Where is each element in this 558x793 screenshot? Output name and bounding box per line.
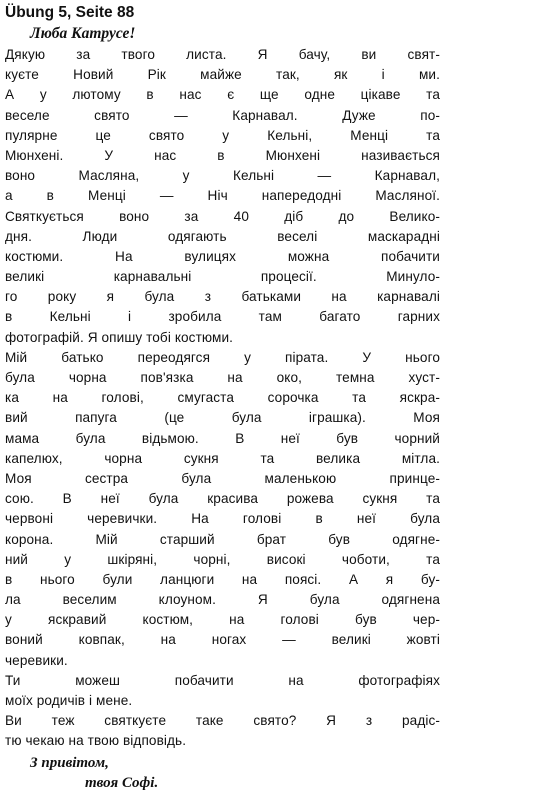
letter-line: дня. Люди одягають веселі маскарадні	[5, 228, 440, 244]
letter-line: воний ковпак, на ногах — великі жовті	[5, 632, 440, 648]
letter-line: фотографій. Я опишу тобі костюми.	[5, 329, 234, 345]
letter-line: Святкується воно за 40 діб до Велико-	[5, 208, 440, 224]
letter-line: а в Менці — Ніч напередодні Масляної.	[5, 188, 440, 204]
letter-line: А у лютому в нас є ще одне цікаве та	[5, 87, 440, 103]
document-page	[5, 3, 543, 793]
letter-line: великі карнавальні процесії. Минуло-	[5, 269, 440, 285]
letter-line: костюми. На вулицях можна побачити	[5, 248, 440, 264]
letter-closing-greeting: З привітом,	[30, 754, 109, 771]
letter-line: Дякую за твого листа. Я бачу, ви свят-	[5, 47, 440, 62]
letter-line: куєте Новий Рік майже так, як і ми.	[5, 67, 440, 83]
exercise-heading: Übung 5, Seite 88	[5, 4, 135, 21]
letter-line: Ти можеш побачити на фотографіях	[5, 672, 440, 688]
letter-line: воно Масляна, у Кельні — Карнавал,	[5, 168, 440, 184]
letter-line: у яскравий костюм, на голові був чер-	[5, 612, 440, 628]
letter-line: веселе свято — Карнавал. Дуже по-	[5, 107, 440, 123]
letter-line: була чорна пов'язка на око, темна хуст-	[5, 370, 440, 385]
letter-line: Мюнхені. У нас в Мюнхені називається	[5, 147, 440, 163]
letter-line: ний у шкіряні, чорні, високі чоботи, та	[5, 551, 440, 567]
letter-body	[5, 45, 543, 752]
letter-signature: твоя Софі.	[85, 774, 159, 791]
letter-line: капелюх, чорна сукня та велика мітла.	[5, 450, 440, 466]
letter-line: тю чекаю на твою відповідь.	[5, 733, 187, 749]
letter-line: в нього були ланцюги на поясі. А я бу-	[5, 571, 440, 587]
letter-line: Ви теж святкуєте таке свято? Я з радіс-	[5, 713, 440, 729]
letter-line: червоні черевички. На голові в неї була	[5, 511, 440, 527]
letter-line: ла веселим клоуном. Я була одягнена	[5, 592, 440, 608]
letter-line: корона. Мій старший брат був одягне-	[5, 531, 440, 547]
letter-line: Моя сестра була маленькою принце-	[5, 470, 440, 486]
letter-line: сою. В неї була красива рожева сукня та	[5, 491, 440, 507]
letter-line: го року я була з батьками на карнавалі	[5, 289, 440, 305]
letter-line: Мій батько переодягся у пірата. У нього	[5, 349, 440, 365]
letter-line: моїх родичів і мене.	[5, 693, 133, 708]
letter-line: ка на голові, смугаста сорочка та яскра-	[5, 390, 440, 406]
letter-salutation: Люба Катрусе!	[30, 25, 136, 42]
letter-line: мама була відьмою. В неї був чорний	[5, 430, 440, 446]
letter-line: в Кельні і зробила там багато гарних	[5, 309, 440, 325]
letter-line: вий папуга (це була іграшка). Моя	[5, 410, 440, 426]
letter-line: черевики.	[5, 652, 68, 668]
letter-line: пулярне це свято у Кельні, Менці та	[5, 127, 440, 143]
